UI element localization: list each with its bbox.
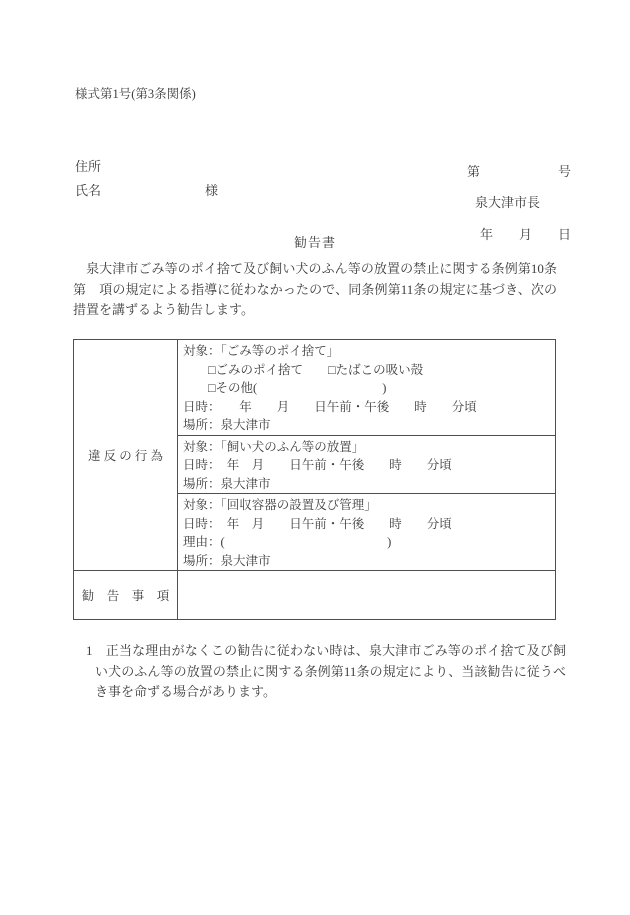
section-line-checkbox-other: □その他( ) bbox=[183, 381, 387, 395]
violation-content-cell bbox=[178, 340, 555, 570]
form-id: 様式第1号(第3条関係) bbox=[75, 87, 196, 101]
violation-section-dog-feces bbox=[178, 436, 555, 495]
section-line-datetime: 日時： 年 月 日午前・午後 時 分頃 bbox=[183, 399, 477, 414]
violation-section-littering bbox=[178, 340, 555, 436]
section-line-place: 場所：泉大津市 bbox=[183, 553, 271, 568]
document-title: 勧告書 bbox=[293, 235, 336, 250]
section-line-place: 場所：泉大津市 bbox=[183, 418, 271, 432]
section-line-place: 場所：泉大津市 bbox=[183, 476, 271, 491]
name-label: 氏名 bbox=[75, 183, 102, 198]
violation-label: 違 反 の 行 為 bbox=[74, 340, 178, 570]
section-line: 対象：「回収容器の設置及び管理」 bbox=[183, 498, 377, 512]
section-line-checkboxes: □ごみのポイ捨て □たばこの吸い殻 bbox=[183, 362, 424, 377]
body-paragraph: 泉大津市ごみ等のポイ捨て及び飼い犬のふん等の放置の禁止に関する条例第10条第 項の規定による指導に従わなかったので、同条例第11条の規定に基づき、次の措置を講ずるよう勧告します。 bbox=[73, 261, 557, 317]
violation-table bbox=[73, 339, 556, 620]
section-line-datetime: 日時： 年 月 日午前・午後 時 分頃 bbox=[183, 516, 452, 531]
violation-section-container bbox=[178, 494, 555, 570]
recommendation-row bbox=[74, 570, 555, 619]
section-line: 対象：「ごみ等のポイ捨て」 bbox=[183, 344, 340, 358]
address-label: 住所 bbox=[75, 159, 102, 174]
recommendation-content-cell bbox=[178, 571, 555, 619]
section-line: 対象：「飼い犬のふん等の放置」 bbox=[183, 439, 365, 454]
section-line-reason: 理由：( ) bbox=[183, 535, 392, 549]
violation-row bbox=[74, 340, 555, 570]
note-paragraph: 1 正当な理由がなくこの勧告に従わない時は、泉大津市ごみ等のポイ捨て及び飼い犬のふん等の放置の禁止に関する条例第11条の規定により、当該勧告に従うべき事を命ずる場合があります。 bbox=[86, 643, 566, 699]
document-number: 第 号 bbox=[466, 164, 571, 179]
recommendation-label: 勧 告 事 項 bbox=[74, 571, 178, 619]
honorific-label: 様 bbox=[205, 183, 219, 198]
section-line-datetime: 日時： 年 月 日午前・午後 時 分頃 bbox=[183, 458, 452, 472]
sender-name: 泉大津市長 bbox=[474, 195, 540, 210]
date-line: 年 月 日 bbox=[479, 227, 571, 242]
